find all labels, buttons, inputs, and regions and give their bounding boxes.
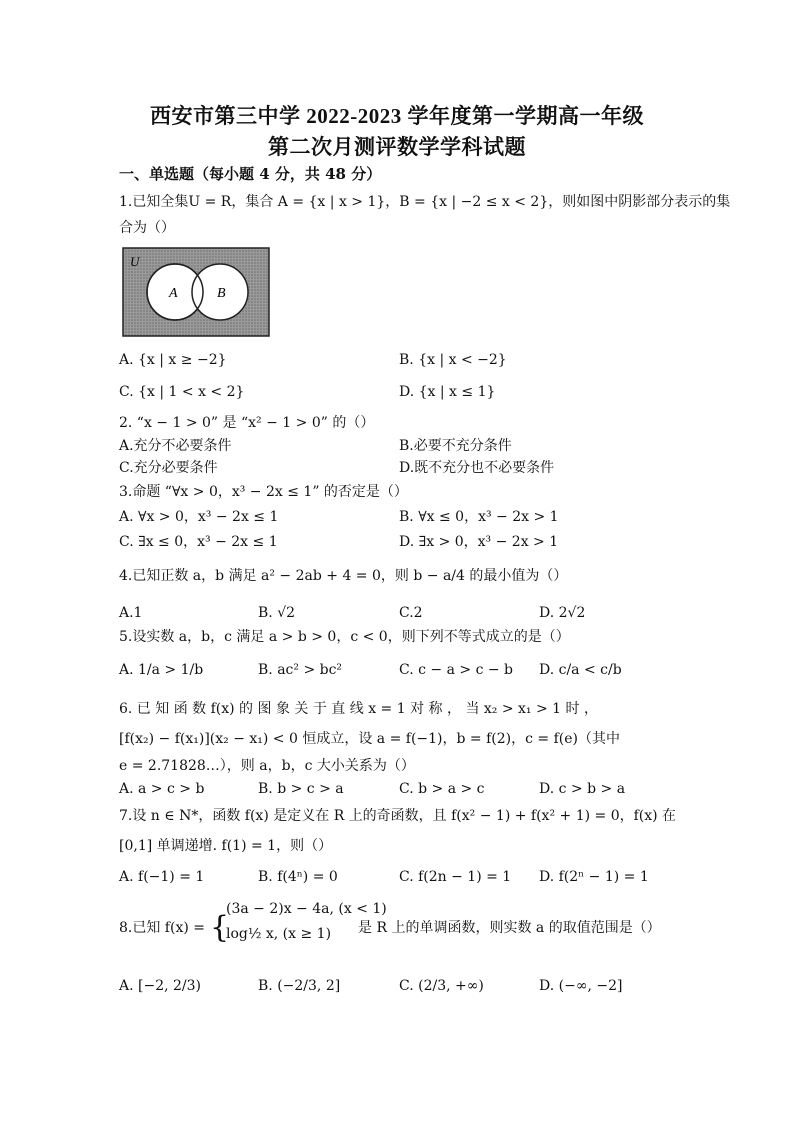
q6-option-a: A. a > c > b	[119, 781, 205, 797]
q6-option-b: B. b > c > a	[258, 781, 344, 797]
section-heading: 一、单选题（每小题 4 分，共 48 分）	[119, 165, 382, 183]
q2-option-c: C.充分必要条件	[119, 460, 218, 476]
q6-stem-line3: e = 2.71828…），则 a，b，c 大小关系为（）	[119, 758, 415, 774]
q8-option-d: D. (−∞, −2]	[539, 978, 623, 994]
q8-option-a: A. [−2, 2/3)	[119, 978, 202, 994]
q1-option-c: C. {x | 1 < x < 2}	[119, 384, 245, 400]
q1-option-b: B. {x | x < −2}	[399, 352, 507, 368]
q3-option-d: D. ∃x > 0，x³ − 2x > 1	[399, 534, 559, 550]
q8-option-b: B. (−2/3, 2]	[258, 978, 341, 994]
q4-option-b: B. √2	[258, 605, 296, 621]
q8-option-c: C. (2/3, +∞)	[399, 978, 484, 994]
venn-diagram	[122, 247, 270, 337]
exam-title-line1: 西安市第三中学 2022-2023 学年度第一学期高一年级	[150, 104, 644, 128]
q2-stem: 2. “x − 1 > 0” 是 “x² − 1 > 0” 的（）	[119, 415, 375, 431]
exam-title-line2: 第二次月测评数学学科试题	[268, 135, 526, 159]
q3-option-b: B. ∀x ≤ 0，x³ − 2x > 1	[399, 509, 559, 525]
q8-prefix: 8.已知 f(x) =	[119, 920, 205, 936]
q3-option-a: A. ∀x > 0，x³ − 2x ≤ 1	[119, 509, 279, 525]
q7-option-c: C. f(2n − 1) = 1	[399, 869, 512, 885]
q5-option-d: D. c/a < c/b	[539, 662, 622, 678]
q4-stem: 4.已知正数 a，b 满足 a² − 2ab + 4 = 0，则 b − a/4 的最小值为（）	[119, 568, 568, 584]
q1-option-a: A. {x | x ≥ −2}	[119, 352, 227, 368]
q2-option-b: B.必要不充分条件	[399, 438, 512, 454]
b-label: B	[217, 286, 226, 301]
q6-stem-line2: [f(x₂) − f(x₁)](x₂ − x₁) < 0 恒成立，设 a = f(−1)，b = f(2)，c = f(e)（其中	[119, 731, 620, 747]
q6-option-c: C. b > a > c	[399, 781, 485, 797]
q1-stem-line1: 1.已知全集U = R，集合 A = {x | x > 1}，B = {x | −2 ≤ x < 2}，则如图中阴影部分表示的集	[119, 194, 731, 210]
q5-option-c: C. c − a > c − b	[399, 662, 513, 678]
q8-suffix: 是 R 上的单调函数，则实数 a 的取值范围是（）	[358, 920, 661, 936]
q7-stem-line2: [0,1] 单调递增. f(1) = 1，则（）	[119, 838, 333, 854]
q6-stem-line1: 6. 已 知 函 数 f(x) 的 图 象 关 于 直 线 x = 1 对 称 ， 当 x₂ > x₁ > 1 时 ，	[119, 701, 598, 717]
q7-option-b: B. f(4ⁿ) = 0	[258, 869, 338, 885]
q4-option-d: D. 2√2	[539, 605, 586, 621]
q1-option-d: D. {x | x ≤ 1}	[399, 384, 496, 400]
q5-option-a: A. 1/a > 1/b	[119, 662, 204, 678]
q4-option-c: C.2	[399, 605, 423, 621]
q8-case1: (3a − 2)x − 4a, (x < 1)	[226, 901, 387, 917]
a-label: A	[169, 286, 178, 301]
q7-option-d: D. f(2ⁿ − 1) = 1	[539, 869, 649, 885]
q5-stem: 5.设实数 a，b，c 满足 a > b > 0，c < 0，则下列不等式成立的是（）	[119, 629, 570, 645]
q3-stem: 3.命题 “∀x > 0，x³ − 2x ≤ 1” 的否定是（）	[119, 484, 408, 500]
q7-option-a: A. f(−1) = 1	[119, 869, 205, 885]
q3-option-c: C. ∃x ≤ 0，x³ − 2x ≤ 1	[119, 534, 278, 550]
u-label: U	[130, 254, 140, 269]
q8-case2: log½ x, (x ≥ 1)	[226, 926, 332, 942]
piecewise-brace: {	[210, 910, 230, 945]
q4-option-a: A.1	[119, 605, 143, 621]
q2-option-a: A.充分不必要条件	[119, 438, 232, 454]
q6-option-d: D. c > b > a	[539, 781, 626, 797]
q5-option-b: B. ac² > bc²	[258, 662, 343, 678]
q2-option-d: D.既不充分也不必要条件	[399, 460, 555, 476]
q1-stem-line2: 合为（）	[119, 220, 175, 236]
q7-stem-line1: 7.设 n ∈ N*，函数 f(x) 是定义在 R 上的奇函数，且 f(x² − 1) + f(x² + 1) = 0，f(x) 在	[119, 808, 677, 824]
